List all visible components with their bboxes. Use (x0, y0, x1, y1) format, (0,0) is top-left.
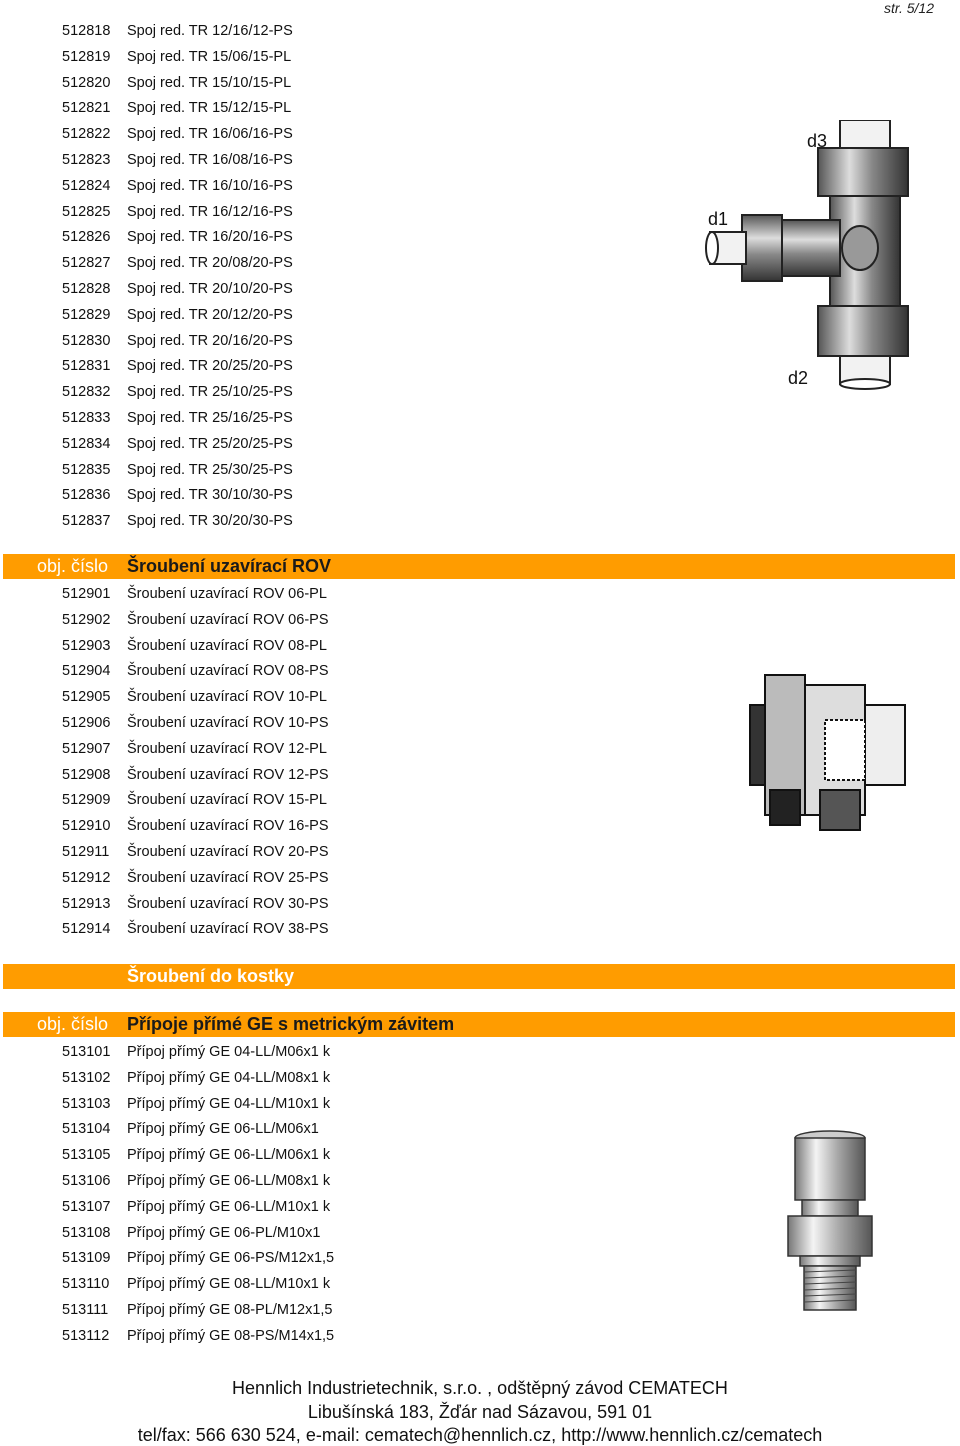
item-code: 512826 (62, 229, 111, 246)
item-code: 512905 (62, 689, 111, 706)
item-code: 512820 (62, 74, 111, 91)
item-name: Přípoj přímý GE 04-LL/M10x1 k (127, 1095, 331, 1112)
item-code: 512824 (62, 177, 111, 194)
item-name: Přípoj přímý GE 04-LL/M06x1 k (127, 1044, 331, 1060)
item-code: 512908 (62, 766, 111, 783)
item-name: Spoj red. TR 25/20/25-PS (127, 435, 293, 452)
item-name: Přípoj přímý GE 06-LL/M10x1 k (127, 1198, 331, 1215)
item-name: Šroubení uzavírací ROV 08-PS (127, 663, 329, 680)
footer-company: Hennlich Industrietechnik, s.r.o. , odštěpný závod CEMATECH (232, 1378, 728, 1398)
label-d3: d3 (807, 131, 828, 151)
item-code: 513111 (62, 1302, 109, 1318)
item-name: Šroubení uzavírací ROV 16-PS (127, 818, 329, 835)
label-d2: d2 (788, 368, 809, 388)
item-code: 512835 (62, 461, 111, 478)
item-code: 512836 (62, 487, 111, 504)
item-code: 513112 (62, 1327, 110, 1344)
item-code: 513107 (62, 1198, 111, 1215)
item-name: Šroubení uzavírací ROV 38-PS (127, 921, 329, 938)
item-name: Šroubení uzavírací ROV 06-PL (127, 586, 327, 602)
item-name: Šroubení uzavírací ROV 30-PS (127, 895, 329, 912)
item-code: 512832 (62, 384, 111, 401)
item-name: Šroubení uzavírací ROV 08-PL (127, 637, 327, 654)
item-name: Spoj red. TR 25/16/25-PS (127, 410, 293, 426)
item-name: Přípoj přímý GE 06-LL/M06x1 k (127, 1147, 331, 1164)
item-code: 513110 (62, 1276, 110, 1293)
item-name: Přípoj přímý GE 06-PS/M12x1,5 (127, 1250, 335, 1267)
item-code: 512830 (62, 332, 111, 349)
column-header-code-ge: obj. číslo (37, 1014, 109, 1034)
item-name: Spoj red. TR 16/06/16-PS (127, 126, 293, 143)
item-code: 512828 (62, 281, 111, 297)
section-title-rov: Šroubení uzavírací ROV (127, 556, 332, 576)
label-d1: d1 (708, 209, 729, 229)
item-name: Přípoj přímý GE 06-LL/M08x1 k (127, 1173, 331, 1189)
item-name: Přípoj přímý GE 08-PS/M14x1,5 (127, 1327, 335, 1344)
item-name: Přípoj přímý GE 08-LL/M10x1 k (127, 1276, 331, 1293)
item-code: 513104 (62, 1121, 111, 1138)
item-code: 512837 (62, 513, 111, 530)
item-name: Spoj red. TR 25/10/25-PS (127, 384, 293, 401)
item-name: Spoj red. TR 15/12/15-PL (127, 100, 292, 117)
item-name: Přípoj přímý GE 08-PL/M12x1,5 (127, 1302, 333, 1318)
item-name: Spoj red. TR 12/16/12-PS (127, 23, 293, 39)
item-code: 512823 (62, 152, 111, 168)
item-name: Šroubení uzavírací ROV 12-PS (127, 766, 329, 783)
item-name: Spoj red. TR 25/30/25-PS (127, 461, 293, 478)
item-code: 512901 (62, 586, 111, 602)
item-code: 513106 (62, 1173, 111, 1189)
item-code: 513109 (62, 1250, 111, 1267)
section-header-kostky (3, 964, 955, 989)
item-name: Spoj red. TR 30/10/30-PS (127, 487, 293, 504)
item-name: Šroubení uzavírací ROV 10-PS (127, 715, 329, 731)
footer-address: Libušínská 183, Žďár nad Sázavou, 591 01 (307, 1402, 653, 1422)
item-code: 512834 (62, 435, 111, 452)
item-name: Šroubení uzavírací ROV 10-PL (127, 689, 327, 706)
item-name: Šroubení uzavírací ROV 15-PL (127, 792, 327, 809)
item-code: 512821 (62, 100, 111, 117)
item-name: Spoj red. TR 20/12/20-PS (127, 306, 293, 323)
page-number: str. 5/12 (883, 0, 934, 16)
section-title-kostky: Šroubení do kostky (127, 966, 295, 986)
item-code: 513101 (62, 1044, 111, 1060)
item-name: Šroubení uzavírací ROV 20-PS (127, 844, 329, 860)
item-code: 512906 (62, 715, 111, 731)
item-code: 512910 (62, 818, 111, 835)
item-name: Spoj red. TR 20/08/20-PS (127, 255, 293, 272)
item-code: 512833 (62, 410, 111, 426)
item-name: Spoj red. TR 20/25/20-PS (127, 358, 293, 375)
item-code: 513103 (62, 1095, 111, 1112)
section-header-ge (3, 1012, 955, 1037)
item-name: Přípoj přímý GE 06-PL/M10x1 (127, 1224, 321, 1241)
item-code: 512822 (62, 126, 111, 143)
item-code: 512902 (62, 611, 111, 628)
item-name: Šroubení uzavírací ROV 12-PL (127, 740, 327, 757)
tee-fitting-figure (700, 120, 940, 410)
item-code: 512818 (62, 23, 111, 39)
item-name: Spoj red. TR 16/10/16-PS (127, 177, 293, 194)
section-header-rov (3, 554, 955, 579)
item-code: 512909 (62, 792, 111, 809)
item-code: 512831 (62, 358, 111, 375)
item-code: 512827 (62, 255, 111, 272)
item-code: 512911 (62, 844, 110, 860)
item-name: Přípoj přímý GE 04-LL/M08x1 k (127, 1069, 331, 1086)
item-name: Spoj red. TR 20/10/20-PS (127, 281, 293, 297)
section-title-ge: Přípoje přímé GE s metrickým závitem (127, 1014, 455, 1034)
ge-fitting-figure (780, 1130, 880, 1320)
item-name: Spoj red. TR 16/12/16-PS (127, 203, 293, 220)
rov-fitting-figure (745, 665, 920, 845)
item-name: Spoj red. TR 15/10/15-PL (127, 74, 292, 91)
item-code: 513102 (62, 1069, 111, 1086)
item-name: Přípoj přímý GE 06-LL/M06x1 (127, 1121, 319, 1138)
item-code: 512819 (62, 48, 111, 65)
item-code: 512825 (62, 203, 111, 220)
item-name: Spoj red. TR 20/16/20-PS (127, 332, 293, 349)
item-name: Spoj red. TR 30/20/30-PS (127, 513, 293, 530)
footer-contact: tel/fax: 566 630 524, e-mail: cematech@hennlich.cz, http://www.hennlich.cz/cematech (137, 1425, 823, 1445)
item-code: 512912 (62, 869, 111, 886)
item-name: Spoj red. TR 16/20/16-PS (127, 229, 293, 246)
item-code: 512903 (62, 637, 111, 654)
item-code: 512904 (62, 663, 111, 680)
item-name: Šroubení uzavírací ROV 06-PS (127, 611, 329, 628)
item-name: Spoj red. TR 15/06/15-PL (127, 48, 292, 65)
item-code: 512914 (62, 921, 111, 938)
item-code: 512907 (62, 740, 111, 757)
item-name: Šroubení uzavírací ROV 25-PS (127, 869, 329, 886)
item-name: Spoj red. TR 16/08/16-PS (127, 152, 293, 168)
item-code: 512913 (62, 895, 111, 912)
column-header-code: obj. číslo (37, 556, 109, 576)
item-code: 512829 (62, 306, 111, 323)
item-code: 513108 (62, 1224, 111, 1241)
item-code: 513105 (62, 1147, 111, 1164)
